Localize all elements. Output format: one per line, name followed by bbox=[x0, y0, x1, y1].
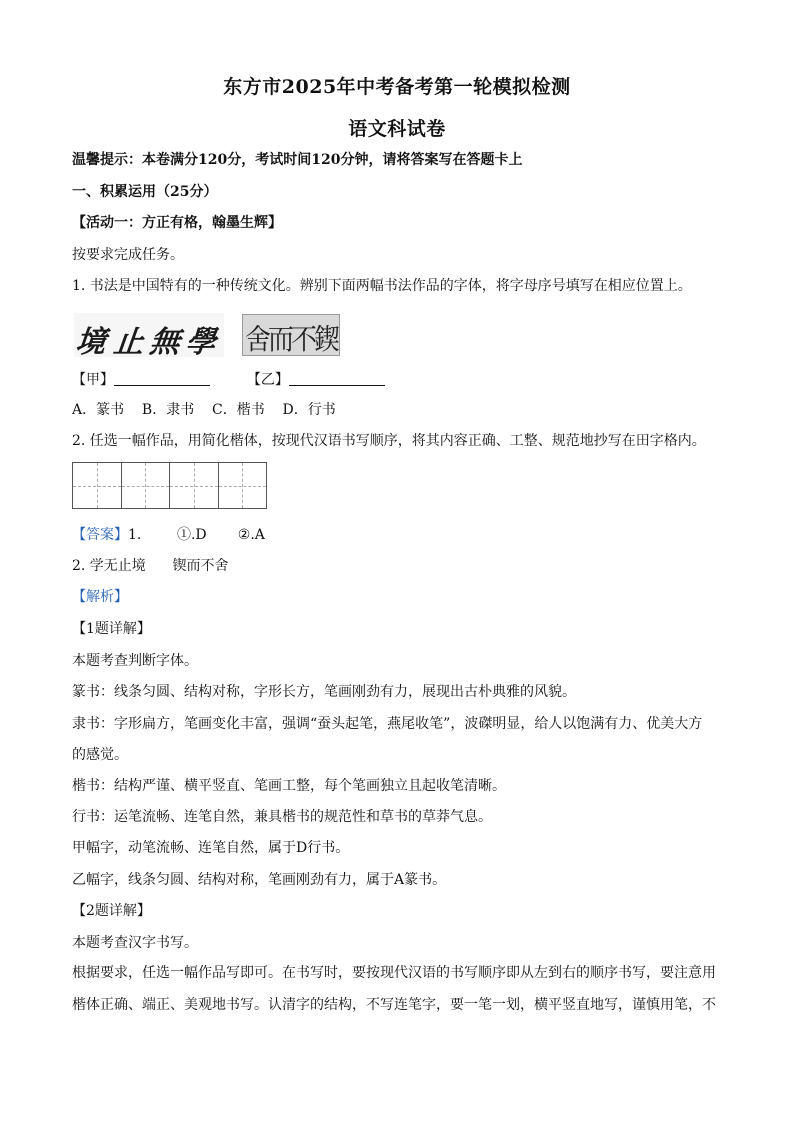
tianzige-grid[interactable] bbox=[72, 462, 267, 509]
grid-cell[interactable] bbox=[170, 463, 219, 508]
analysis-paragraph: 楷体正确、端正、美观地书写。认清字的结构，不写连笔字，要一笔一划，横平竖直地写，谨慎用笔，不 bbox=[72, 997, 716, 1013]
blank-yi[interactable] bbox=[289, 371, 385, 386]
calligraphy-char: 境 bbox=[73, 325, 108, 360]
analysis-paragraph: 甲幅字，动笔流畅、连笔自然，属于D行书。 bbox=[72, 840, 350, 856]
blank-jia[interactable] bbox=[114, 371, 210, 386]
calligraphy-char: 不 bbox=[291, 323, 318, 357]
analysis-paragraph: 本题考查判断字体。 bbox=[72, 653, 198, 669]
grid-cell[interactable] bbox=[73, 463, 122, 508]
question-2: 2. 任选一幅作品，用简化楷体，按现代汉语书写顺序，将其内容正确、工整、规范地抄写在田字格内。 bbox=[72, 433, 706, 449]
answer-blanks-row bbox=[72, 371, 385, 389]
exam-title: 东方市2025年中考备考第一轮模拟检测 bbox=[223, 76, 571, 98]
label-yi: 【乙】 bbox=[246, 372, 289, 388]
calligraphy-char: 而 bbox=[268, 323, 295, 357]
answer-label: 【答案】 bbox=[72, 527, 128, 543]
label-jia: 【甲】 bbox=[72, 372, 114, 388]
notice-text: 温馨提示：本卷满分120分，考试时间120分钟，请将答案写在答题卡上 bbox=[72, 152, 523, 168]
instruction-text: 按要求完成任务。 bbox=[72, 247, 184, 263]
analysis-paragraph: 行书：运笔流畅、连笔自然，兼具楷书的规范性和草书的草莽气息。 bbox=[72, 809, 492, 825]
grid-cell[interactable] bbox=[219, 463, 267, 508]
calligraphy-char: 止 bbox=[111, 325, 146, 360]
calligraphy-char: 學 bbox=[183, 325, 218, 360]
section-heading: 一、积累运用（25分） bbox=[72, 184, 218, 200]
sub-heading-2: 【2题详解】 bbox=[72, 903, 151, 919]
answer-values: 1. ①.D ②.A bbox=[128, 527, 265, 543]
analysis-paragraph: 隶书：字形扁方，笔画变化丰富，强调“蚕头起笔，燕尾收笔”，波磔明显，给人以饱满有力、优美大方 bbox=[72, 716, 703, 732]
answer-line-2: 2. 学无止境 锲而不舍 bbox=[72, 558, 229, 574]
question-1: 1. 书法是中国特有的一种传统文化。辨别下面两幅书法作品的字体，将字母序号填写在相应位置上。 bbox=[72, 278, 692, 294]
grid-cell[interactable] bbox=[122, 463, 171, 508]
calligraphy-char: 鍥 bbox=[314, 323, 341, 357]
analysis-paragraph: 乙幅字，线条匀圆、结构对称，笔画刚劲有力，属于A篆书。 bbox=[72, 872, 447, 888]
calligraphy-char: 無 bbox=[147, 325, 182, 360]
exam-subtitle: 语文科试卷 bbox=[348, 118, 446, 140]
calligraphy-char: 舍 bbox=[245, 323, 272, 357]
answer-line-1 bbox=[72, 526, 265, 544]
analysis-paragraph: 楷书：结构严谨、横平竖直、笔画工整，每个笔画独立且起收笔清晰。 bbox=[72, 778, 506, 794]
analysis-paragraph: 根据要求，任选一幅作品写即可。在书写时，要按现代汉语的书写顺序即从左到右的顺序书写，要注意用 bbox=[72, 965, 716, 981]
options-text: A．篆书 B．隶书 C．楷书 D．行书 bbox=[72, 402, 336, 418]
analysis-paragraph: 的感觉。 bbox=[72, 747, 128, 763]
sub-heading-1: 【1题详解】 bbox=[72, 621, 151, 637]
activity-heading: 【活动一：方正有格，翰墨生辉】 bbox=[72, 215, 282, 231]
analysis-paragraph: 篆书：线条匀圆、结构对称，字形长方，笔画刚劲有力，展现出古朴典雅的风貌。 bbox=[72, 684, 576, 700]
calligraphy-image-yi bbox=[242, 314, 340, 356]
analysis-paragraph: 本题考查汉字书写。 bbox=[72, 935, 198, 951]
calligraphy-image-jia bbox=[73, 313, 224, 360]
analysis-label: 【解析】 bbox=[72, 589, 128, 605]
